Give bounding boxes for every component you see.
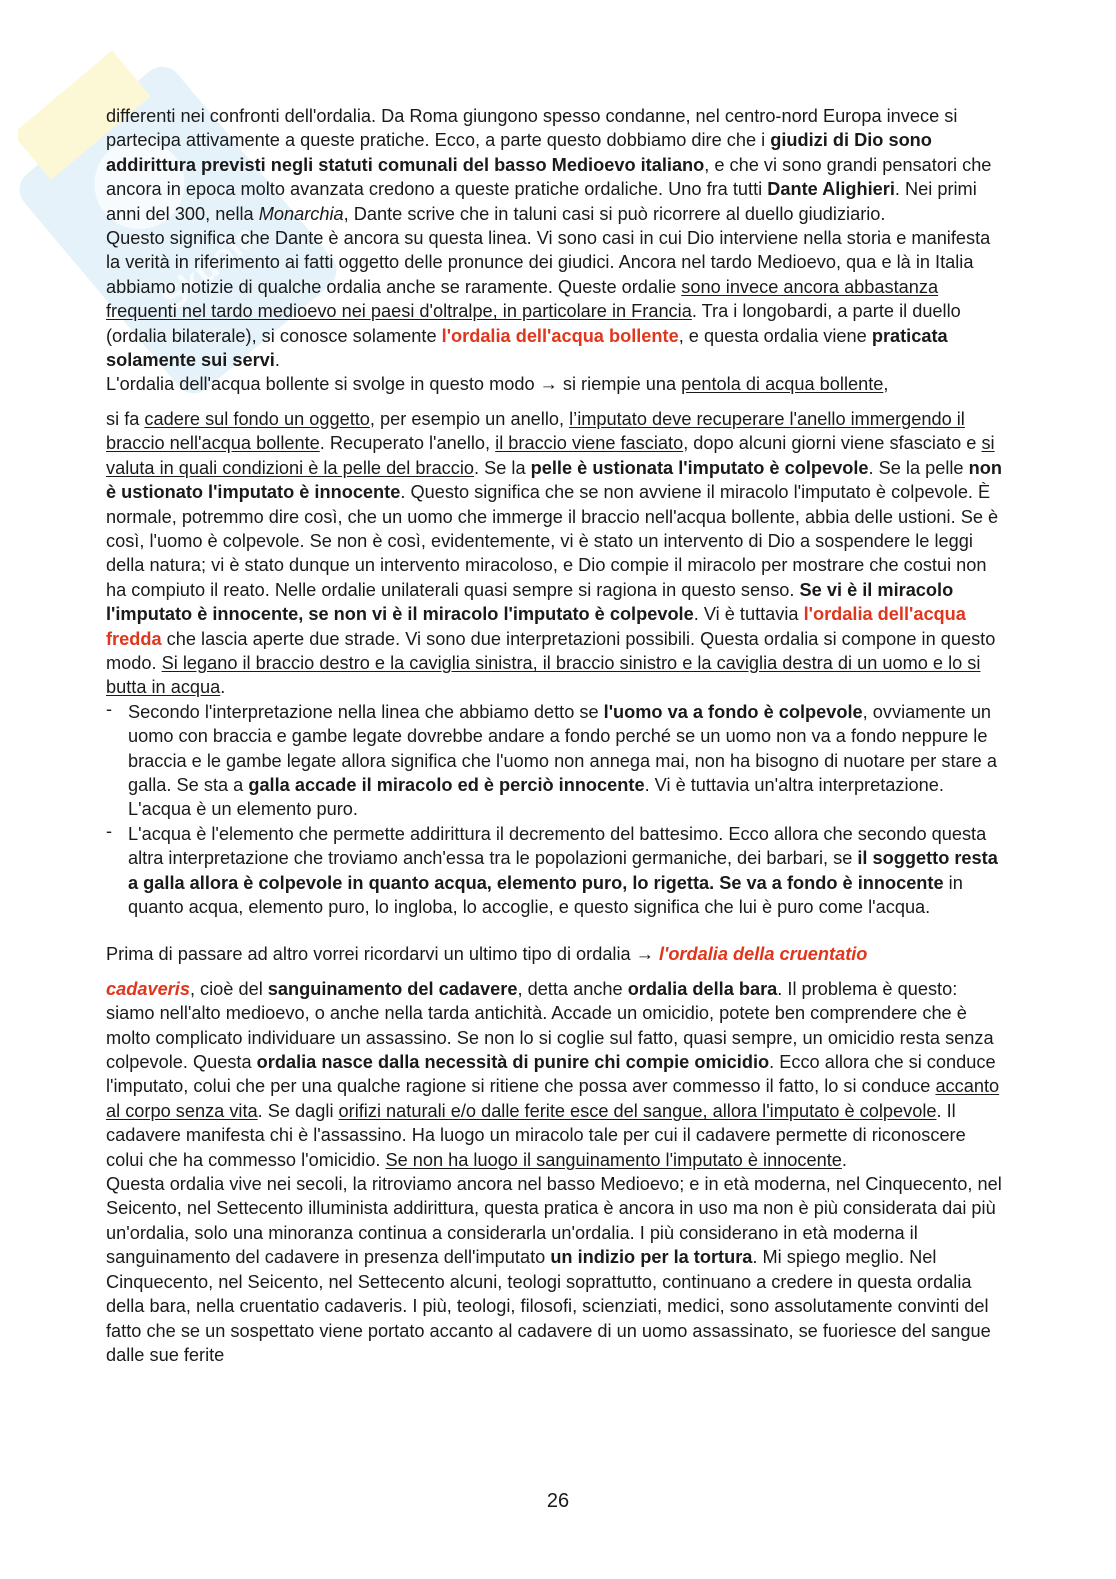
bold-phrase: il soggetto resta a galla allora è colpevole in quanto acqua, elemento puro, lo rigetta. Se va a fondo è innocente bbox=[128, 848, 998, 893]
interpretation-list bbox=[106, 700, 1006, 920]
bold-phrase: praticata solamente sui servi bbox=[106, 325, 948, 371]
underlined-phrase: pentola di acqua bollente bbox=[681, 374, 884, 395]
paragraph-4: si fa cadere sul fondo un oggetto, per esempio un anello, l’imputato deve recuperare l'anello immergendo il braccio nell'acqua bollente. Recuperato l'anello, il braccio viene fasciato, dopo alcuni giorni viene sfasciato e si valuta in quali condizioni è la pelle del braccio. Se la pelle è ustionata l'imputato è colpevole. Se la pelle non è ustionato l'imputato è innocente. Questo significa che se non avviene il miracolo l'imputato è colpevole. È normale, potremmo dire così, che un uomo che immerge il braccio nell'acqua bollente, abbia delle ustioni. Se è così, l'uomo è colpevole. Se non è così, evidentemente, vi è stato un intervento di Dio a sospendere le leggi della natura; vi è stato dunque un intervento miracoloso, e Dio compie il miracolo per mostrare che costui non ha compiuto il reato. Nelle ordalie unilaterali quasi sempre si ragiona in questo senso. Se vi è il miracolo l'imputato è innocente, se non vi è il miracolo l'imputato è colpevole. Vi è tuttavia l'ordalia dell'acqua fredda che lascia aperte due strade. Vi sono due interpretazioni possibili. Questa ordalia si compone in questo modo. Si legano il braccio destro e la caviglia sinistra, il braccio sinistro e la caviglia destra di un uomo e lo si butta in acqua. bbox=[106, 408, 1002, 698]
spacer bbox=[106, 397, 1006, 407]
bold-phrase: galla accade il miracolo ed è perciò innocente bbox=[248, 774, 645, 795]
spacer bbox=[106, 967, 1006, 977]
page-content bbox=[106, 104, 1006, 1367]
bold-phrase: giudizi di Dio sono addirittura previsti negli statuti comunali del basso Medioevo italiano bbox=[106, 130, 932, 175]
list-item: - L'acqua è l'elemento che permette addirittura il decremento del battesimo. Ecco allora che secondo questa altra interpretazione che troviamo anch'essa tra le popolazioni germaniche, dei barbari, se il soggetto resta a galla allora è colpevole in quanto acqua, elemento puro, lo rigetta. Se va a fondo è innocente in quanto acqua, elemento puro, lo ingloba, lo accoglie, e questo significa che lui è puro come l'acqua. bbox=[106, 820, 998, 917]
paragraph-5: Prima di passare ad altro vorrei ricordarvi un ultimo tipo di ordalia → l'ordalia della cruentatio bbox=[106, 944, 868, 965]
underlined-phrase: il braccio viene fasciato bbox=[495, 433, 684, 454]
underlined-phrase: l’imputato deve recuperare l'anello immergendo il braccio nell'acqua bollente bbox=[106, 408, 965, 454]
bold-phrase: Se vi è il miracolo l'imputato è innocente, se non vi è il miracolo l'imputato è colpevole bbox=[106, 579, 954, 625]
svg-text:Skuola: Skuola bbox=[154, 217, 265, 318]
highlight-red-italic: cadaveris bbox=[106, 978, 190, 999]
paragraph-6: cadaveris, cioè del sanguinamento del cadavere, detta anche ordalia della bara. Il problema è questo: siamo nell'alto medioevo, o anche nella tarda antichità. Accade un omicidio, potete ben comprendere che è molto complicato individuare un assassino. Se non lo si coglie sul fatto, quasi sempre, un omicidio resta senza colpevole. Questa ordalia nasce dalla necessità di punire chi compie omicidio. Ecco allora che si conduce l'imputato, colui che per una qualche ragione si ritiene che possa aver commesso il fatto, lo si conduce accanto al corpo senza vita. Se dagli orifizi naturali e/o dalle ferite esce del sangue, allora l'imputato è colpevole. Il cadavere manifesta chi è l'assassino. Ha luogo un miracolo tale per cui il cadavere permette di riconoscere colui che ha commesso l'omicidio. Se non ha luogo il sanguinamento l'imputato è innocente. bbox=[106, 978, 1000, 1170]
bold-phrase: non è ustionato l'imputato è innocente bbox=[106, 457, 1002, 503]
bold-phrase: l'uomo va a fondo è colpevole bbox=[603, 701, 863, 722]
spacer bbox=[106, 919, 1006, 942]
highlight-red-italic: l'ordalia della cruentatio bbox=[658, 944, 868, 965]
underlined-phrase: si valuta in quali condizioni è la pelle del braccio bbox=[106, 433, 995, 478]
paragraph-1: differenti nei confronti dell'ordalia. Da Roma giungono spesso condanne, nel centro-nord Europa invece si partecipa attivamente a queste pratiche. Ecco, a parte questo dobbiamo dire che i giudizi di Dio sono addirittura previsti negli statuti comunali del basso Medioevo italiano, e che vi sono grandi pensatori che ancora in epoca molto avanzata credono a queste pratiche ordaliche. Uno fra tutti Dante Alighieri. Nei primi anni del 300, nella Monarchia, Dante scrive che in taluni casi si può ricorrere al duello giudiziario. bbox=[106, 106, 992, 224]
bold-phrase: Dante Alighieri bbox=[767, 179, 895, 200]
underlined-phrase: Si legano il braccio destro e la caviglia sinistra, il braccio sinistro e la caviglia destra di un uomo e lo si butta in acqua bbox=[106, 652, 981, 698]
underlined-phrase: accanto al corpo senza vita bbox=[106, 1076, 1000, 1121]
highlight-red: l'ordalia dell'acqua fredda bbox=[106, 604, 966, 649]
bold-phrase: un indizio per la tortura bbox=[550, 1247, 753, 1268]
bold-phrase: pelle è ustionata l'imputato è colpevole bbox=[530, 457, 869, 478]
underlined-phrase: Se non ha luogo il sanguinamento l'imputato è innocente bbox=[385, 1149, 842, 1170]
arrow-icon: → bbox=[539, 374, 558, 395]
highlight-red: l'ordalia dell'acqua bollente bbox=[441, 325, 679, 346]
paragraph-2: Questo significa che Dante è ancora su questa linea. Vi sono casi in cui Dio interviene nella storia e manifesta la verità in riferimento ai fatti oggetto delle pronunce dei giudici. Ancora nel tardo Medioevo, qua e là in Italia abbiamo notizie di qualche ordalia anche se raramente. Queste ordalie sono invece ancora abbastanza frequenti nel tardo medioevo nei paesi d'oltralpe, in particolare in Francia. Tra i longobardi, a parte il duello (ordalia bilaterale), si conosce solamente l'ordalia dell'acqua bollente, e questa ordalia viene praticata solamente sui servi. bbox=[106, 228, 991, 371]
bold-phrase: sanguinamento del cadavere bbox=[267, 978, 518, 999]
page-number: 26 bbox=[546, 1490, 570, 1512]
underlined-phrase: cadere sul fondo un oggetto bbox=[144, 408, 370, 429]
bold-phrase: ordalia della bara bbox=[627, 978, 778, 999]
dash-bullet-icon: - bbox=[106, 698, 113, 719]
bold-phrase: ordalia nasce dalla necessità di punire chi compie omicidio bbox=[256, 1052, 770, 1073]
underlined-phrase: orifizi naturali e/o dalle ferite esce del sangue, allora l'imputato è colpevole bbox=[338, 1100, 937, 1121]
underlined-phrase: sono invece ancora abbastanza frequenti nel tardo medioevo nei paesi d'oltralpe, in particolare in Francia bbox=[106, 276, 939, 322]
dash-bullet-icon: - bbox=[106, 820, 113, 841]
list-item: - Secondo l'interpretazione nella linea che abbiamo detto se l'uomo va a fondo è colpevole, ovviamente un uomo con braccia e gambe legate dovrebbe andare a fondo perché se un uomo non va a fondo neppure le braccia e le gambe legate allora significa che l'uomo non annega mai, non ha bisogno di nuotare per stare a galla. Se sta a galla accade il miracolo ed è perciò innocente. Vi è tuttavia un'altra interpretazione. L'acqua è un elemento puro. bbox=[106, 698, 997, 820]
arrow-icon: → bbox=[635, 944, 654, 965]
paragraph-7: Questa ordalia vive nei secoli, la ritroviamo ancora nel basso Medioevo; e in età moderna, nel Cinquecento, nel Seicento, nel Settecento illuminista addirittura, questa pratica è ancora in uso ma non è più considerata dai più un'ordalia, solo una minoranza continua a considerarla un'ordalia. I più considerano in età moderna il sanguinamento del cadavere in presenza dell'imputato un indizio per la tortura. Mi spiego meglio. Nel Cinquecento, nel Seicento, nel Settecento alcuni, teologi soprattutto, continuano a credere in questa ordalia della bara, nella cruentatio cadaveris. I più, teologi, filosofi, scienziati, medici, sono assolutamente convinti del fatto che se un sospettato viene portato accanto al cadavere di un uomo assassinato, se fuoriesce del sangue dalle sue ferite bbox=[106, 1174, 1002, 1365]
paragraph-3: L'ordalia dell'acqua bollente si svolge in questo modo → si riempie una pentola di acqua bollente, bbox=[106, 374, 889, 395]
italic-title: Monarchia bbox=[258, 203, 344, 224]
